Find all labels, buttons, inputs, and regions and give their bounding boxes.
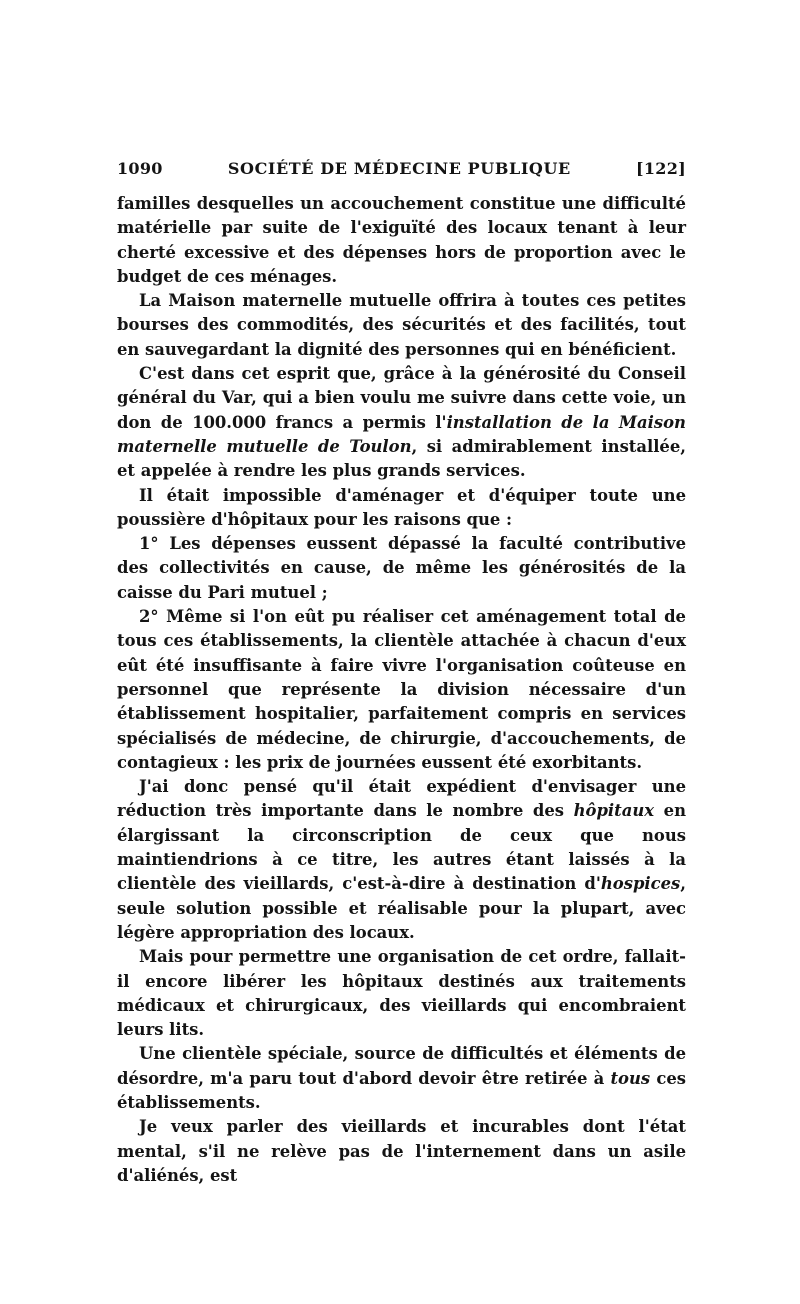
paragraph (117, 1115, 686, 1188)
paragraph (117, 192, 686, 289)
text-segment: en élargissant la circonscription de ceux que nous maintiendrions à ce titre, les autres étant laissés à la clientèle des vieillards, c'est-à-dire à destination d' (117, 801, 687, 894)
italic-text: tous (610, 1068, 651, 1088)
text-segment: La Maison maternelle mutuelle offrira à toutes ces petites bourses des commodités, des sécurités et des facilités, tout en sauvegardant la dignité des personnes qui en bénéficient. (117, 291, 686, 359)
text-segment: 2° Même si l'on eût pu réaliser cet aménagement total de tous ces établissements, la clientèle attachée à chacun d'eux eût été insuffisante à faire vivre l'organisation coûteuse en personnel que représente la division nécessaire d'un établissement hospitalier, parfaitement compris en services spécialisés de médecine, de chirurgie, d'accouchements, de contagieux : les prix de journées eussent été exorbitants. (117, 607, 686, 772)
text-segment: J'ai donc pensé qu'il était expédient d'envisager une réduction très importante dans le nombre des (117, 777, 686, 821)
italic-text: hospices (600, 874, 681, 894)
paragraph (117, 289, 686, 362)
text-segment: C'est dans cet esprit que, grâce à la générosité du Conseil général du Var, qui a bien voulu me suivre dans cette voie, un don de 100.000 francs a permis l' (117, 364, 686, 432)
text-segment: Mais pour permettre une organisation de cet ordre, fallait-il encore libérer les hôpitaux destinés aux traitements médicaux et chirurgicaux, des vieillards qui encombraient leurs lits. (117, 947, 686, 1040)
italic-text: hôpitaux (573, 801, 655, 821)
page-number: 1090 (117, 159, 163, 178)
paragraph (117, 532, 686, 605)
text-segment: ces établissements. (117, 1068, 686, 1112)
text-segment: familles desquelles un accouchement constitue une difficulté matérielle par suite de l'exiguïté des locaux tenant à leur cherté excessive et des dépenses hors de proportion avec le budget de ces ménages. (117, 194, 686, 286)
text-segment: , si admirablement installée, et appelée à rendre les plus grands services. (117, 436, 686, 481)
paragraph (117, 945, 686, 1042)
paragraph (117, 362, 686, 483)
text-segment: , seule solution possible et réalisable pour la plupart, avec légère appropriation des locaux. (117, 874, 686, 942)
text-segment: 1° Les dépenses eussent dépassé la faculté contributive des collectivités en cause, de même les générosités de la caisse du Pari mutuel ; (117, 534, 686, 602)
text-segment: Je veux parler des vieillards et incurables dont l'état mental, s'il ne relève pas de l'internement dans un asile d'aliénés, est (117, 1117, 686, 1185)
bracket-number: [122] (635, 159, 686, 178)
body-text (117, 192, 686, 1188)
running-title: SOCIÉTÉ DE MÉDECINE PUBLIQUE (227, 159, 571, 178)
paragraph (117, 775, 686, 945)
text-segment: Il était impossible d'aménager et d'équiper toute une poussière d'hôpitaux pour les raisons que : (117, 485, 686, 529)
paragraph (117, 605, 686, 775)
paragraph (117, 484, 686, 533)
running-header (117, 154, 686, 184)
italic-text: installation de la Maison maternelle mutuelle de Toulon (117, 412, 686, 456)
book-page (117, 154, 686, 1188)
paragraph (117, 1042, 686, 1115)
text-segment: Une clientèle spéciale, source de difficultés et éléments de désordre, m'a paru tout d'abord devoir être retirée à (117, 1044, 686, 1088)
